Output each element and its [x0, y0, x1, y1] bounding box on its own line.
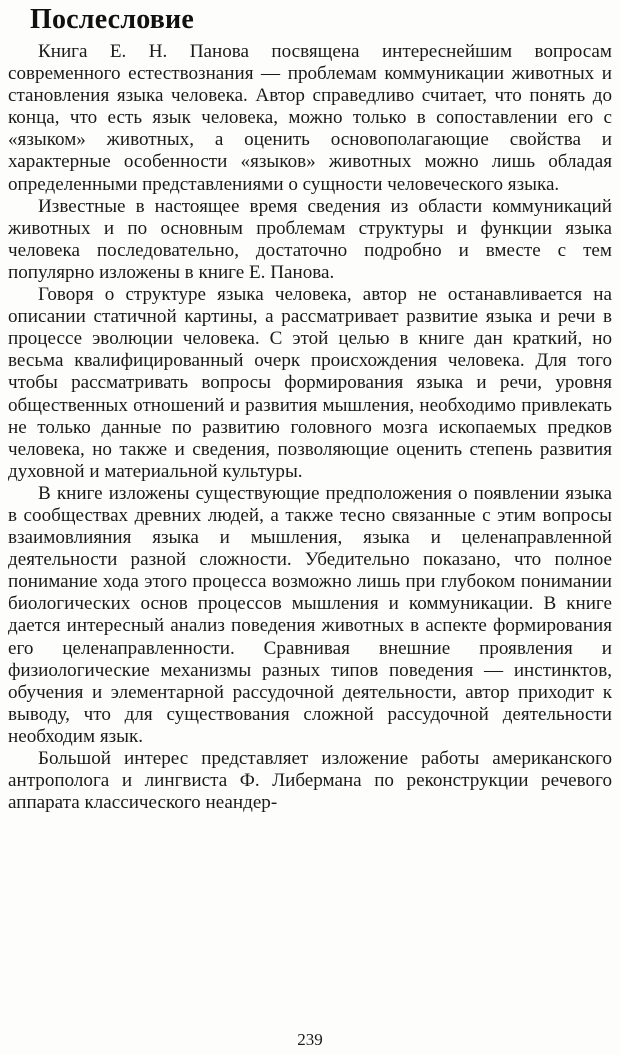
body-text	[8, 41, 612, 814]
page-title: Послесловие	[30, 4, 195, 35]
paragraph-2: Известные в настоящее время сведения из области коммуникаций животных и по основным проблемам структуры и функции языка человека последовательно, достаточно подробно и вместе с тем популярно изложены в книге Е. Панова.	[8, 195, 612, 283]
paragraph-5: Большой интерес представляет изложение работы американского антрополога и лингвиста Ф. Либермана по реконструкции речевого аппарата классического неандер-	[8, 748, 612, 814]
paragraph-3: Говоря о структуре языка человека, автор не останавливается на описании статичной картины, а рассматривает развитие языка и речи в процессе эволюции человека. С этой целью в книге дан краткий, но весьма квалифицированный очерк происхождения человека. Для того чтобы рассматривать вопросы формирования языка и речи, уровня общественных отношений и развития мышления, необходимо привлекать не только данные по развитию головного мозга ископаемых предков человека, но также и сведения, позволяющие оценить степень развития духовной и материальной культуры.	[8, 284, 612, 482]
paragraph-4: В книге изложены существующие предположения о появлении языка в сообществах древних людей, а также тесно связанные с этим вопросы взаимовлияния языка и мышления, языка и целенаправленной деятельности разной сложности. Убедительно показано, что полное понимание хода этого процесса возможно лишь при глубоком понимании биологических основ процессов мышления и коммуникации. В книге дается интересный анализ поведения животных в аспекте формирования его целенаправленности. Сравнивая внешние проявления и физиологические механизмы разных типов поведения — инстинктов, обучения и элементарной рассудочной деятельности, автор приходит к выводу, что для существования сложной рассудочной деятельности необходим язык.	[8, 482, 612, 747]
page-number: 239	[297, 1030, 323, 1049]
paragraph-1: Книга Е. Н. Панова посвящена интереснейшим вопросам современного естествознания — проблемам коммуникации животных и становления языка человека. Автор справедливо считает, что понять до конца, что есть язык человека, можно только в сопоставлении его с «языком» животных, а оценить основополагающие свойства и характерные особенности «языков» животных можно лишь обладая определенными представлениями о сущности человеческого языка.	[8, 41, 612, 195]
